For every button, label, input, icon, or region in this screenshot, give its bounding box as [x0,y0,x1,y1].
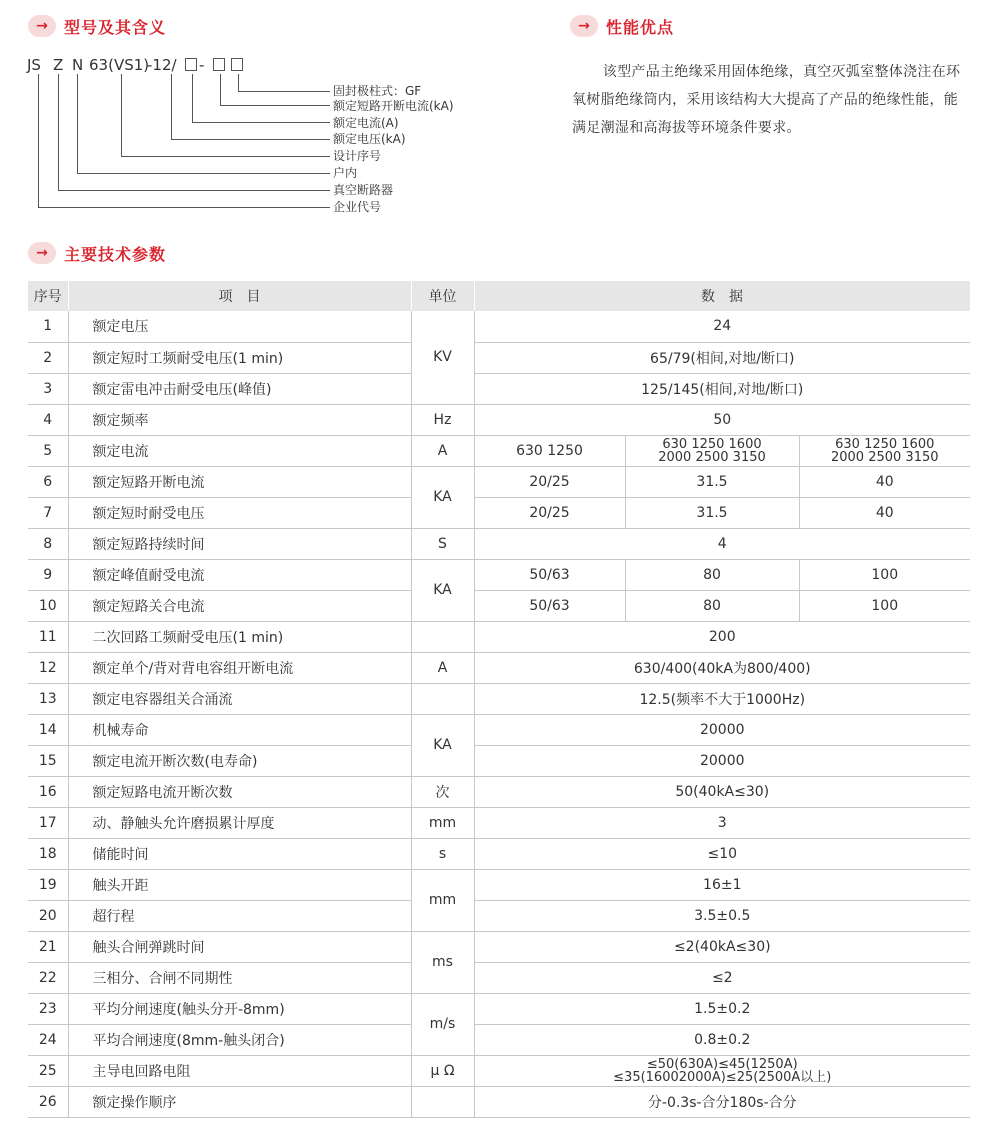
row-no: 3 [28,373,68,404]
row-no: 17 [28,807,68,838]
row-item: 额定短路开断电流 [68,466,411,497]
table-row [28,559,970,590]
row-item: 额定雷电冲击耐受电压(峰值) [68,373,411,404]
resistance-line-2: ≤35(16002000A)≤25(2500A以上) [613,1069,832,1085]
row-no: 10 [28,590,68,621]
code-voltage: -12/ [147,56,177,74]
row-no: 23 [28,993,68,1024]
row-value-col3: 40 [799,466,970,497]
row-no: 26 [28,1086,68,1117]
row-value: ≤10 [474,838,970,869]
code-enterprise: JS [27,56,41,74]
resistance-line-1: ≤50(630A)≤45(1250A) [646,1056,798,1072]
row-no: 11 [28,621,68,652]
table-row [28,838,970,869]
arrow-right-icon: → [570,15,598,37]
row-unit: KV [411,311,474,404]
row-item: 额定电容器组关合涌流 [68,683,411,714]
row-item: 额定电流 [68,435,411,466]
row-value: 20000 [474,745,970,776]
row-value-col3: 40 [799,497,970,528]
row-no: 21 [28,931,68,962]
row-item: 额定电流开断次数(电寿命) [68,745,411,776]
row-unit: ms [411,931,474,993]
table-row [28,466,970,497]
row-value: 16±1 [474,869,970,900]
advantage-section-title: 性能优点 [606,17,675,37]
table-row [28,590,970,621]
row-value: 4 [474,528,970,559]
table-row [28,714,970,745]
row-value-col2: 31.5 [625,497,799,528]
table-row [28,745,970,776]
header-unit: 单位 [411,281,474,311]
row-value: 24 [474,311,970,342]
row-no: 8 [28,528,68,559]
table-row [28,528,970,559]
table-row [28,435,970,466]
row-item: 额定峰值耐受电流 [68,559,411,590]
code-indoor: N [72,56,84,74]
row-no: 24 [28,1024,68,1055]
code-dash: - [199,56,205,74]
row-value-col2: 80 [625,559,799,590]
table-row [28,342,970,373]
header-item: 项 目 [68,281,411,311]
row-no: 6 [28,466,68,497]
spec-section-header [28,241,166,265]
meaning-vacuum-breaker: 真空断路器 [333,183,394,197]
row-unit: A [411,652,474,683]
model-section-title: 型号及其含义 [64,17,167,37]
row-no: 19 [28,869,68,900]
table-row [28,1086,970,1117]
row-value-col3: 100 [799,559,970,590]
row-unit: KA [411,466,474,528]
row-value: 12.5(频率不大于1000Hz) [474,683,970,714]
row-value: 50 [474,404,970,435]
table-row [28,497,970,528]
row-no: 12 [28,652,68,683]
row-no: 25 [28,1055,68,1086]
row-item: 超行程 [68,900,411,931]
row-item: 触头合闸弹跳时间 [68,931,411,962]
table-row [28,621,970,652]
model-code-diagram [0,0,560,230]
row-value: 50(40kA≤30) [474,776,970,807]
row-value: 125/145(相间,对地/断口) [474,373,970,404]
table-header-row [28,281,970,311]
row-no: 9 [28,559,68,590]
row-unit: KA [411,714,474,776]
row-unit: mm [411,869,474,931]
advantage-section-header [570,14,674,38]
row-unit [411,683,474,714]
row-value: 1.5±0.2 [474,993,970,1024]
row-value-col1: 50/63 [474,559,625,590]
advantage-text: 该型产品主绝缘采用固体绝缘，真空灭弧室整体浇注在环氧树脂绝缘筒内，采用该结构大大提高了产品的绝缘性能，能满足潮湿和高海拔等环境条件要求。 [572,64,961,136]
row-item: 三相分、合闸不同期性 [68,962,411,993]
code-box-current [185,56,197,74]
table-row [28,962,970,993]
row-no: 14 [28,714,68,745]
row-no: 20 [28,900,68,931]
row-unit: s [411,838,474,869]
row-value-col1: 630 1250 [474,435,625,466]
meaning-rated-current: 额定电流(A) [333,116,399,130]
row-item: 二次回路工频耐受电压(1 min) [68,621,411,652]
row-item: 机械寿命 [68,714,411,745]
row-value: 630/400(40kA为800/400) [474,652,970,683]
row-value-col3 [799,435,970,466]
row-value-col1: 20/25 [474,466,625,497]
row-item: 动、静触头允许磨损累计厚度 [68,807,411,838]
row-unit: A [411,435,474,466]
row-no: 7 [28,497,68,528]
row-item: 平均合闸速度(8mm-触头闭合) [68,1024,411,1055]
table-row [28,869,970,900]
meaning-gf: 固封极柱式：GF [333,84,422,98]
row-unit [411,621,474,652]
meaning-indoor: 户内 [333,166,358,180]
row-unit: Hz [411,404,474,435]
table-row [28,900,970,931]
code-vacuum: Z [53,56,64,74]
row-item: 额定短路关合电流 [68,590,411,621]
row-value: 20000 [474,714,970,745]
row-value: 0.8±0.2 [474,1024,970,1055]
header-data: 数 据 [474,281,970,311]
row-value: 3 [474,807,970,838]
row-value: 3.5±0.5 [474,900,970,931]
row-item: 额定操作顺序 [68,1086,411,1117]
row-value: 分-0.3s-合分180s-合分 [474,1086,970,1117]
row-item: 储能时间 [68,838,411,869]
arrow-right-icon: → [28,15,56,37]
row-item: 额定短时工频耐受电压(1 min) [68,342,411,373]
row-unit: m/s [411,993,474,1055]
row-no: 2 [28,342,68,373]
meaning-design-no: 设计序号 [333,149,382,163]
table-row [28,776,970,807]
row-unit: μ Ω [411,1055,474,1086]
current-line-1: 630 1250 1600 [662,436,762,452]
row-no: 16 [28,776,68,807]
meaning-rated-voltage: 额定电压(kA) [333,132,406,146]
row-item: 额定短时耐受电压 [68,497,411,528]
table-row [28,683,970,714]
row-no: 1 [28,311,68,342]
code-design: 63(VS1) [89,56,150,74]
row-no: 5 [28,435,68,466]
table-row [28,993,970,1024]
row-value: ≤2 [474,962,970,993]
spec-table [28,281,971,1118]
table-row [28,652,970,683]
meaning-enterprise-code: 企业代号 [333,200,382,214]
row-no: 13 [28,683,68,714]
current-line-2: 2000 2500 3150 [830,449,939,465]
row-no: 18 [28,838,68,869]
row-item: 额定短路电流开断次数 [68,776,411,807]
current-line-1: 630 1250 1600 [835,436,935,452]
row-unit: S [411,528,474,559]
table-row [28,1055,970,1086]
row-value-col2: 31.5 [625,466,799,497]
row-value: 65/79(相间,对地/断口) [474,342,970,373]
row-no: 22 [28,962,68,993]
row-item: 额定单个/背对背电容组开断电流 [68,652,411,683]
row-item: 额定电压 [68,311,411,342]
row-item: 主导电回路电阻 [68,1055,411,1086]
row-unit [411,1086,474,1117]
row-item: 触头开距 [68,869,411,900]
current-line-2: 2000 2500 3150 [658,449,766,465]
row-value-col1: 20/25 [474,497,625,528]
spec-section-title: 主要技术参数 [64,244,167,264]
row-item: 额定频率 [68,404,411,435]
table-row [28,807,970,838]
row-value: ≤2(40kA≤30) [474,931,970,962]
code-box-gf [231,56,243,74]
header-no: 序号 [28,281,68,311]
row-value [474,1055,970,1086]
row-value-col1: 50/63 [474,590,625,621]
meaning-breaking-current: 额定短路开断电流(kA) [333,99,454,113]
row-item: 额定短路持续时间 [68,528,411,559]
row-value: 200 [474,621,970,652]
row-unit: 次 [411,776,474,807]
arrow-right-icon: → [28,242,56,264]
row-value-col3: 100 [799,590,970,621]
row-no: 15 [28,745,68,776]
table-row [28,373,970,404]
table-row [28,1024,970,1055]
row-unit: KA [411,559,474,621]
table-row [28,404,970,435]
row-value-col2 [625,435,799,466]
code-box-breaking [213,56,225,74]
row-unit: mm [411,807,474,838]
row-value-col2: 80 [625,590,799,621]
table-row [28,931,970,962]
row-no: 4 [28,404,68,435]
row-item: 平均分闸速度(触头分开-8mm) [68,993,411,1024]
table-row [28,311,970,342]
